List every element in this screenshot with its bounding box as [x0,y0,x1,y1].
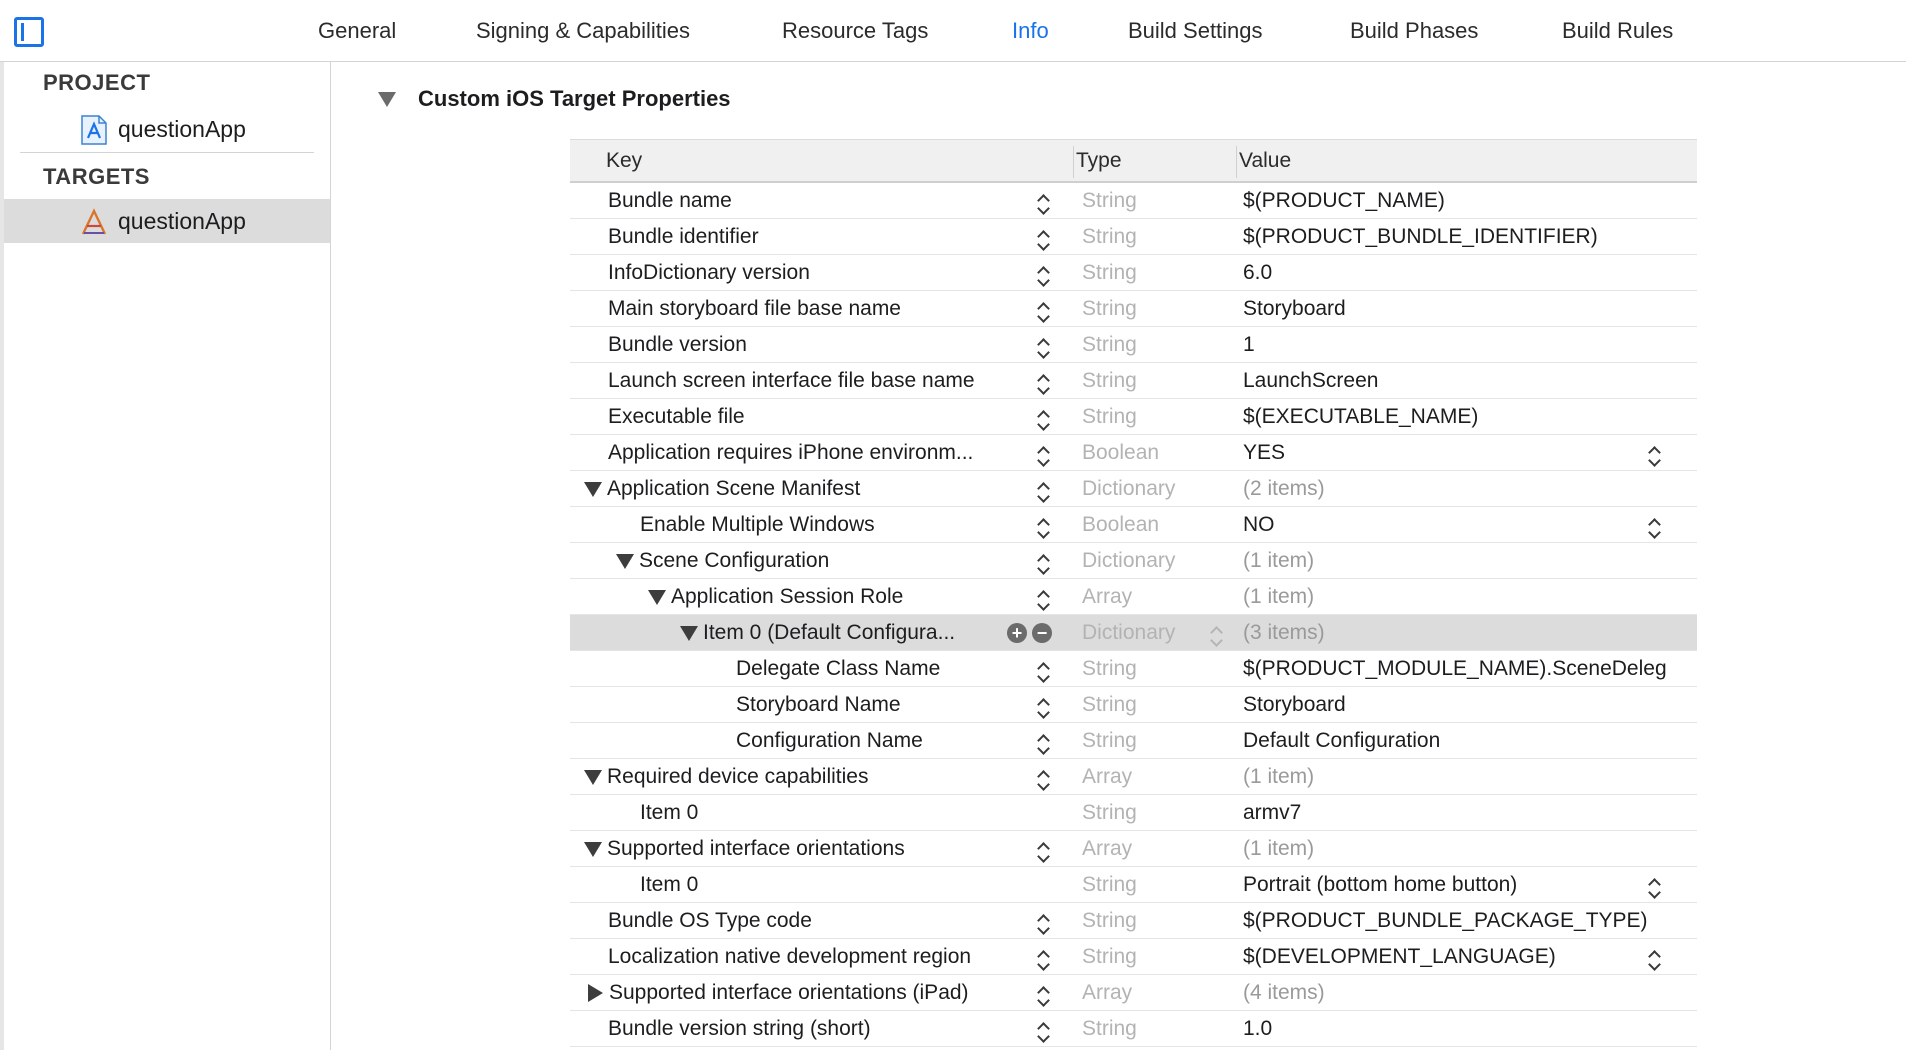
row-key: Bundle name [608,189,732,212]
row-type: Dictionary [1082,477,1176,500]
row-type: Dictionary [1082,549,1176,572]
key-stepper-icon[interactable] [1037,192,1051,216]
project-navigator-sidebar [0,62,331,1050]
row-value: (1 item) [1243,765,1315,788]
row-value[interactable]: $(PRODUCT_MODULE_NAME).SceneDeleg [1243,657,1667,680]
tab-signing-capabilities[interactable]: Signing & Capabilities [476,18,691,43]
row-value[interactable]: Portrait (bottom home button) [1243,873,1518,896]
value-popup-stepper-icon[interactable] [1648,948,1662,972]
table-row[interactable] [570,867,1697,903]
sidebar-item-project[interactable] [4,107,330,151]
expanded-triangle-icon[interactable] [584,482,602,497]
table-row[interactable] [570,183,1697,219]
table-row[interactable] [570,651,1697,687]
row-type: String [1082,873,1137,896]
table-row[interactable] [570,363,1697,399]
row-value[interactable]: Storyboard [1243,297,1346,320]
row-key: Enable Multiple Windows [640,513,875,536]
row-type: String [1082,333,1137,356]
table-row[interactable] [570,219,1697,255]
row-type: Array [1082,765,1133,788]
row-key: Configuration Name [736,729,923,752]
key-stepper-icon[interactable] [1037,480,1051,504]
row-key: Bundle version string (short) [608,1017,871,1040]
table-row[interactable] [570,255,1697,291]
type-popup-stepper-icon[interactable] [1210,624,1224,648]
sidebar-toggle-icon[interactable] [14,17,44,47]
row-key: Required device capabilities [607,765,869,788]
column-header-value[interactable]: Value [1239,149,1292,172]
column-separator [1073,146,1074,178]
row-type: String [1082,405,1137,428]
row-type: Array [1082,981,1133,1004]
row-type: String [1082,657,1137,680]
tab-general[interactable]: General [318,18,397,43]
key-stepper-icon[interactable] [1037,336,1051,360]
project-file-icon [80,115,108,145]
tab-resource-tags[interactable]: Resource Tags [782,18,929,43]
key-stepper-icon[interactable] [1037,408,1051,432]
tab-build-settings[interactable]: Build Settings [1128,18,1263,43]
row-key: Application Session Role [671,585,904,608]
row-value[interactable]: Default Configuration [1243,729,1441,752]
key-stepper-icon[interactable] [1037,948,1051,972]
row-type: String [1082,297,1137,320]
row-value[interactable]: $(PRODUCT_NAME) [1243,189,1445,212]
table-row[interactable] [570,795,1697,831]
row-value[interactable]: LaunchScreen [1243,369,1379,392]
expanded-triangle-icon[interactable] [648,590,666,605]
key-stepper-icon[interactable] [1037,660,1051,684]
table-row[interactable] [570,687,1697,723]
row-value[interactable]: YES [1243,441,1286,464]
table-row[interactable] [570,543,1697,579]
expanded-triangle-icon[interactable] [616,554,634,569]
row-key: Bundle version [608,333,747,356]
table-row[interactable] [570,471,1697,507]
sidebar-divider [20,152,314,153]
value-popup-stepper-icon[interactable] [1648,516,1662,540]
table-row[interactable] [570,723,1697,759]
key-stepper-icon[interactable] [1037,984,1051,1008]
section-custom-ios-target-properties[interactable] [378,86,731,112]
key-stepper-icon[interactable] [1037,1020,1051,1044]
row-value[interactable]: $(PRODUCT_BUNDLE_PACKAGE_TYPE) [1243,909,1648,932]
row-key: InfoDictionary version [608,261,810,284]
key-stepper-icon[interactable] [1037,552,1051,576]
row-key: Application requires iPhone environm... [608,441,974,464]
row-key: Scene Configuration [639,549,830,572]
row-key: Storyboard Name [736,693,901,716]
sidebar-item-target[interactable] [4,199,330,243]
row-key: Item 0 [640,801,699,824]
row-key: Supported interface orientations (iPad) [609,981,969,1004]
key-stepper-icon[interactable] [1037,768,1051,792]
row-key: Main storyboard file base name [608,297,901,320]
key-stepper-icon[interactable] [1037,228,1051,252]
key-stepper-icon[interactable] [1037,696,1051,720]
row-key: Bundle identifier [608,225,759,248]
key-stepper-icon[interactable] [1037,732,1051,756]
table-row[interactable] [570,507,1697,543]
row-value: (1 item) [1243,585,1315,608]
editor-tab-bar [0,0,1906,62]
row-value: (4 items) [1243,981,1325,1004]
table-row[interactable] [570,435,1697,471]
row-type: Array [1082,585,1133,608]
key-stepper-icon[interactable] [1037,588,1051,612]
value-popup-stepper-icon[interactable] [1648,876,1662,900]
key-stepper-icon[interactable] [1037,516,1051,540]
property-list-table [570,139,1697,1047]
table-row[interactable] [570,399,1697,435]
row-key: Delegate Class Name [736,657,941,680]
key-stepper-icon[interactable] [1037,372,1051,396]
row-value[interactable]: Storyboard [1243,693,1346,716]
table-row[interactable] [570,903,1697,939]
tab-build-rules[interactable]: Build Rules [1562,18,1674,43]
row-value[interactable]: armv7 [1243,801,1302,824]
row-type: String [1082,261,1137,284]
table-row[interactable] [570,579,1697,615]
row-type: String [1082,801,1137,824]
value-popup-stepper-icon[interactable] [1648,444,1662,468]
row-value: (3 items) [1243,621,1325,644]
targets-heading: TARGETS [43,164,150,189]
table-row-selected[interactable] [570,615,1697,651]
collapsed-triangle-icon[interactable] [588,984,603,1002]
column-separator [1236,146,1237,178]
key-stepper-icon[interactable] [1037,264,1051,288]
row-value[interactable]: NO [1243,513,1275,536]
row-value: (1 item) [1243,549,1315,572]
row-value: (2 items) [1243,477,1325,500]
row-value[interactable]: 1.0 [1243,1017,1273,1040]
row-key: Launch screen interface file base name [608,369,975,392]
row-type: String [1082,693,1137,716]
row-key: Item 0 (Default Configura... [703,621,956,644]
table-row[interactable] [570,759,1697,795]
tab-info[interactable]: Info [1012,18,1049,43]
key-stepper-icon[interactable] [1037,912,1051,936]
row-key: Application Scene Manifest [607,477,861,500]
row-key: Localization native development region [608,945,972,968]
section-title: Custom iOS Target Properties [418,86,731,111]
row-type: String [1082,909,1137,932]
column-header-key[interactable]: Key [606,149,643,172]
column-header-type[interactable]: Type [1076,149,1122,172]
sidebar-item-label: questionApp [118,115,246,142]
key-stepper-icon[interactable] [1037,300,1051,324]
row-value[interactable]: $(EXECUTABLE_NAME) [1243,405,1479,428]
key-stepper-icon[interactable] [1037,444,1051,468]
tab-build-phases[interactable]: Build Phases [1350,18,1479,43]
row-value[interactable]: $(PRODUCT_BUNDLE_IDENTIFIER) [1243,225,1598,248]
app-target-icon [80,207,108,237]
disclosure-triangle-icon[interactable] [378,92,396,107]
row-type: Boolean [1082,441,1160,464]
expanded-triangle-icon[interactable] [680,626,698,641]
row-value[interactable]: 1 [1243,333,1255,356]
table-row[interactable] [570,939,1697,975]
table-header [570,139,1697,183]
row-type: String [1082,1017,1137,1040]
row-type: Dictionary [1082,621,1176,644]
row-type: String [1082,369,1137,392]
row-key: Item 0 [640,873,699,896]
add-item-icon[interactable]: + [1007,623,1027,643]
remove-item-icon[interactable]: − [1032,623,1052,643]
project-heading: PROJECT [43,70,151,95]
row-key: Supported interface orientations [607,837,905,860]
table-row[interactable] [570,975,1697,1011]
row-type: String [1082,729,1137,752]
row-type: Array [1082,837,1133,860]
row-value[interactable]: $(DEVELOPMENT_LANGUAGE) [1243,945,1556,968]
row-value[interactable]: 6.0 [1243,261,1273,284]
table-row[interactable] [570,831,1697,867]
row-key: Executable file [608,405,745,428]
table-row[interactable] [570,1011,1697,1047]
row-type: String [1082,945,1137,968]
row-type: String [1082,225,1137,248]
table-row[interactable] [570,327,1697,363]
expanded-triangle-icon[interactable] [584,770,602,785]
table-row[interactable] [570,291,1697,327]
sidebar-item-label: questionApp [118,207,246,234]
row-value: (1 item) [1243,837,1315,860]
row-type: Boolean [1082,513,1160,536]
key-stepper-icon[interactable] [1037,840,1051,864]
info-editor [332,62,1906,1050]
row-key: Bundle OS Type code [608,909,812,932]
row-type: String [1082,189,1137,212]
expanded-triangle-icon[interactable] [584,842,602,857]
